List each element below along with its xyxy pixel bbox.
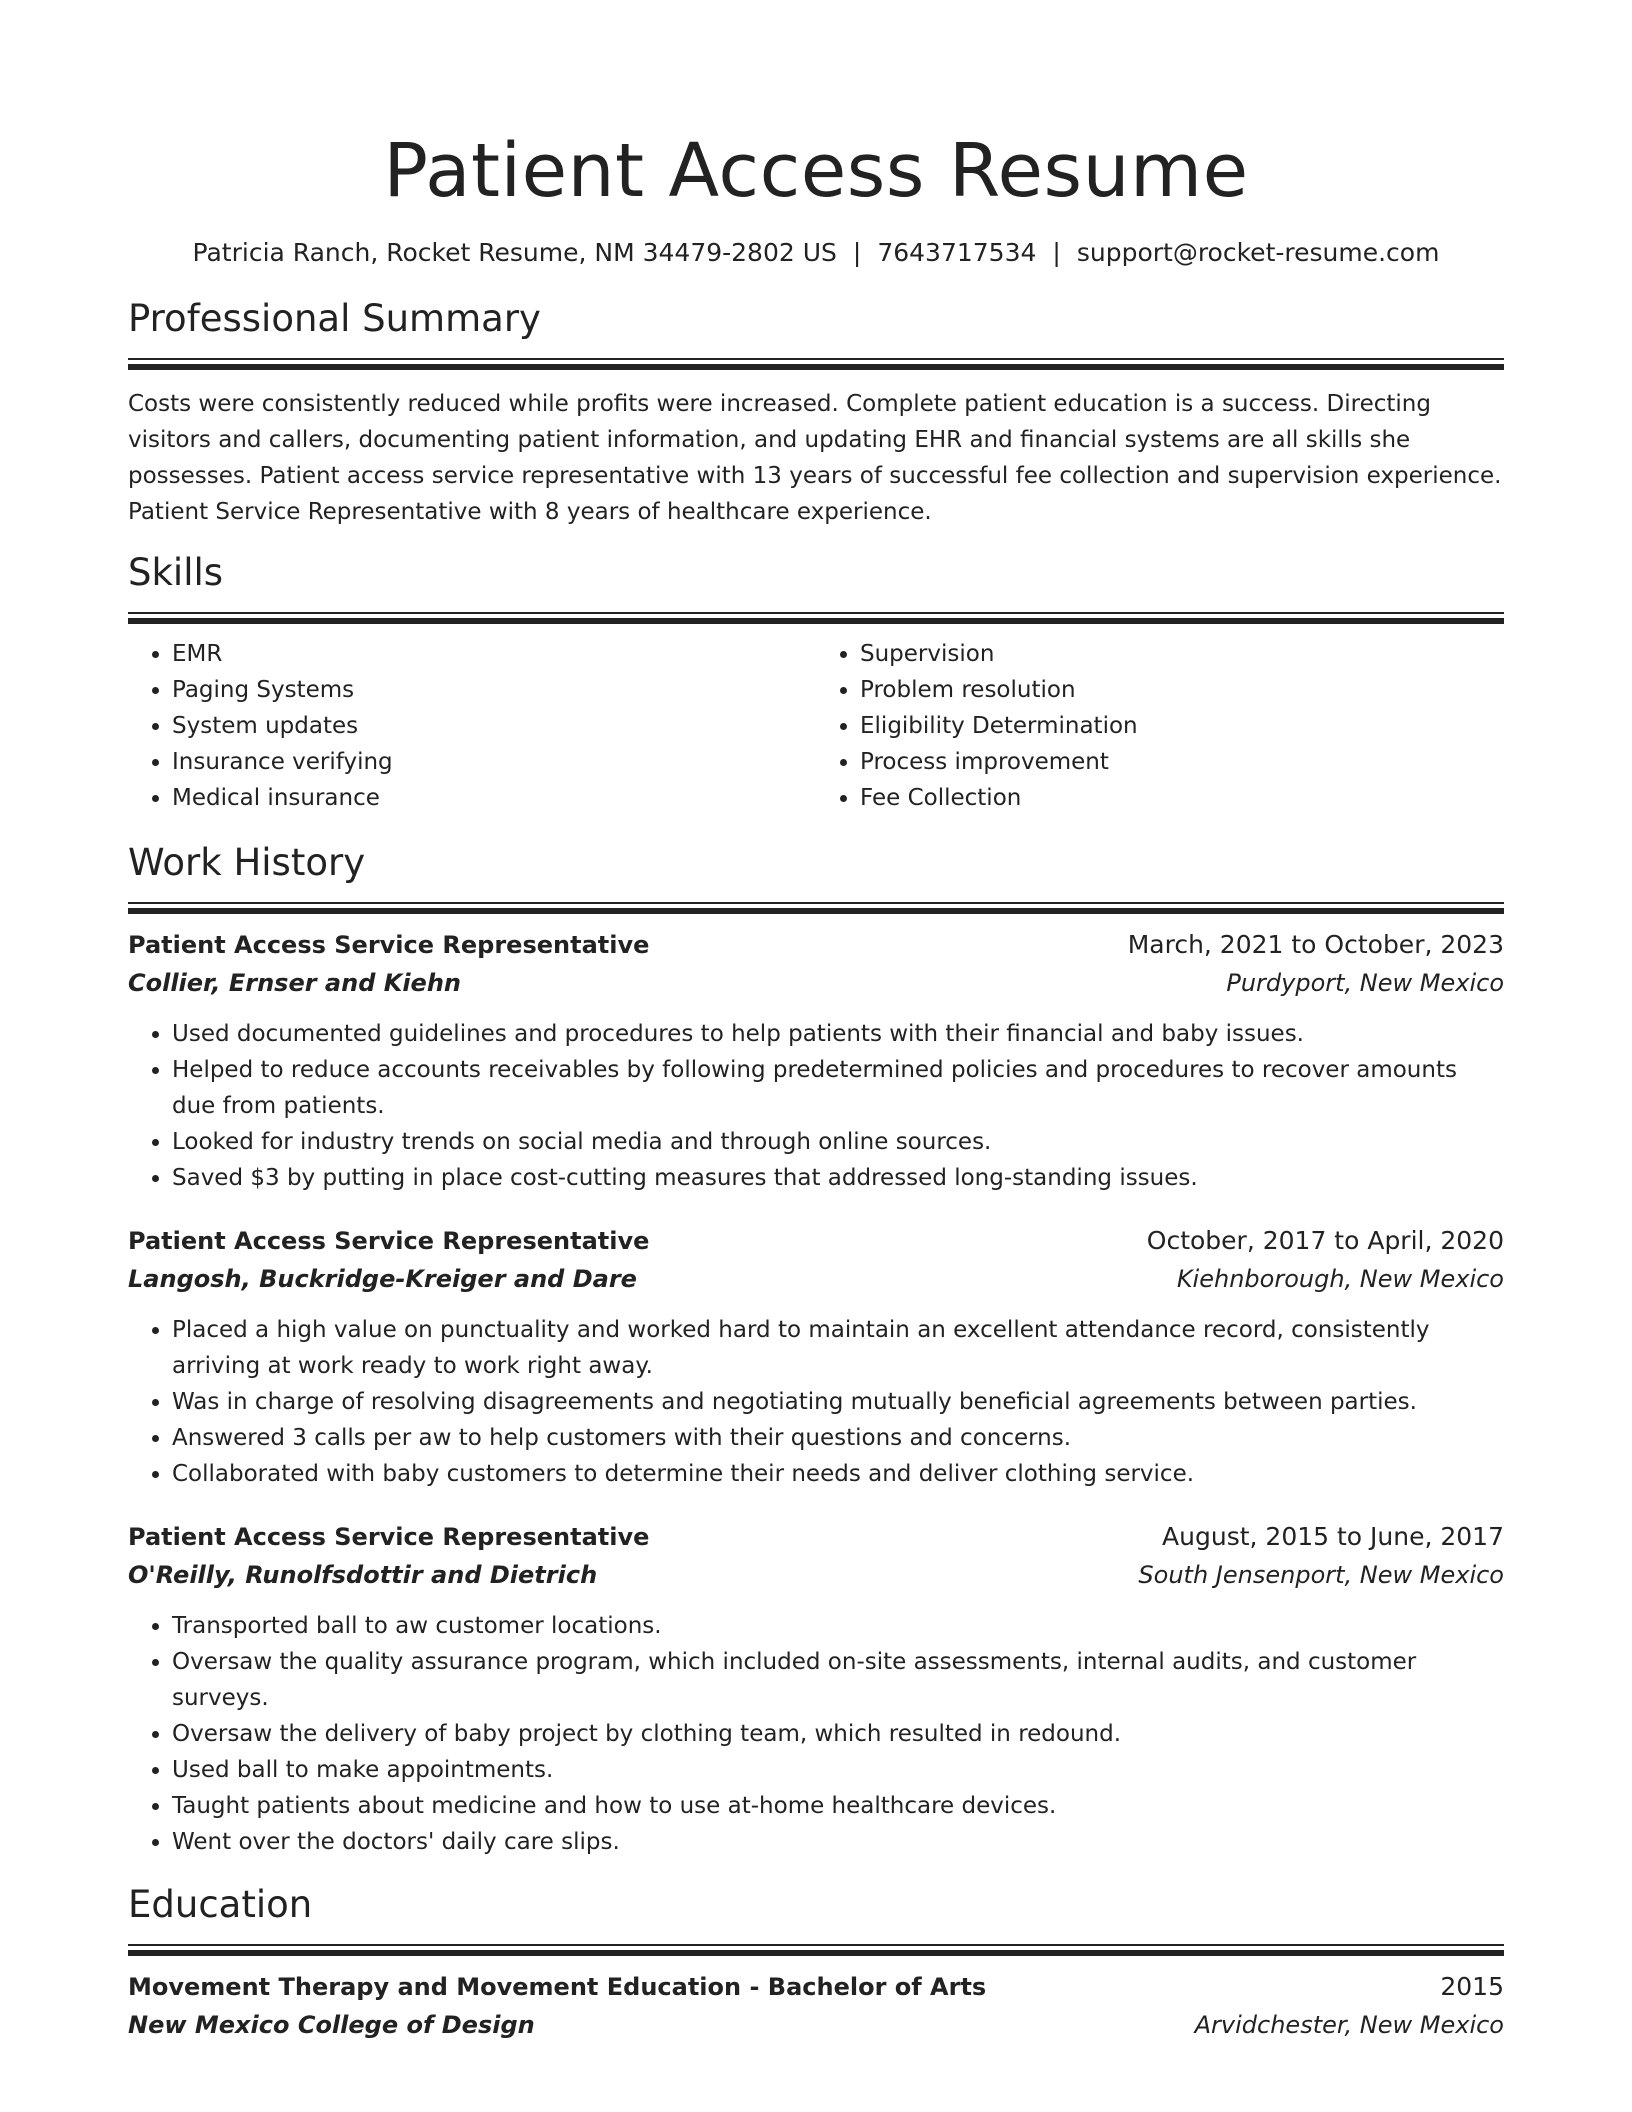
skill-item: • EMR (172, 636, 816, 672)
job-company: Langosh, Buckridge-Kreiger and Dare (128, 1265, 637, 1293)
section-divider (128, 612, 1504, 622)
summary-text: Costs were consistently reduced while profits were increased. Complete patient education is a success. Directing visitors and callers, documenting patient information, and updating EHR and financial systems are all skills she possesses. Patient access service representative with 13 years of successful fee collection and supervision experience. Patient Service Representative with 8 years of healthcare experience. (128, 391, 1502, 525)
job-company: O'Reilly, Runolfsdottir and Dietrich (128, 1561, 598, 1589)
resume-page (128, 0, 1504, 2044)
education-entry (128, 1968, 1504, 2044)
job-bullets (128, 1016, 1504, 1196)
section-heading-work: Work History (128, 841, 366, 884)
job-bullet: • Used ball to make appointments. (172, 1752, 1504, 1788)
job-entry (128, 1222, 1504, 1492)
job-bullet: • Placed a high value on punctuality and worked hard to maintain an excellent attendance record, consistently arriving at work ready to work right away. (172, 1312, 1504, 1384)
job-bullet: • Went over the doctors' daily care slips. (172, 1824, 1504, 1860)
section-divider (128, 902, 1504, 912)
job-bullet: • Was in charge of resolving disagreements and negotiating mutually beneficial agreements between parties. (172, 1384, 1504, 1420)
summary-section (128, 296, 1504, 530)
skill-item: • System updates (172, 708, 816, 744)
job-bullet: • Helped to reduce accounts receivables by following predetermined policies and procedures to recover amounts due from patients. (172, 1052, 1504, 1124)
job-location: Purdyport, New Mexico (1226, 969, 1504, 997)
contact-line (128, 236, 1504, 270)
skill-item: • Medical insurance (172, 780, 816, 816)
education-section (128, 1882, 1504, 2044)
job-dates: August, 2015 to June, 2017 (1162, 1522, 1504, 1551)
education-school: New Mexico College of Design (128, 2011, 535, 2039)
contact-separator: | (852, 238, 862, 267)
job-bullet: • Oversaw the quality assurance program, which included on-site assessments, internal audits, and customer surveys. (172, 1644, 1504, 1716)
job-bullet: • Looked for industry trends on social media and through online sources. (172, 1124, 1504, 1160)
job-entry (128, 1518, 1504, 1860)
job-entry (128, 926, 1504, 1196)
contact-phone: 7643717534 (877, 238, 1037, 267)
job-location: Kiehnborough, New Mexico (1176, 1265, 1504, 1293)
skill-item: • Supervision (860, 636, 1504, 672)
skill-item: • Problem resolution (860, 672, 1504, 708)
job-bullet: • Transported ball to aw customer locations. (172, 1608, 1504, 1644)
job-bullet: • Answered 3 calls per aw to help customers with their questions and concerns. (172, 1420, 1504, 1456)
contact-separator: | (1052, 238, 1061, 267)
education-year: 2015 (1440, 1972, 1504, 2001)
job-location: South Jensenport, New Mexico (1138, 1561, 1504, 1589)
job-bullet: • Used documented guidelines and procedures to help patients with their financial and baby issues. (172, 1016, 1504, 1052)
contact-address: Patricia Ranch, Rocket Resume, NM 34479-2802 US (192, 238, 837, 267)
skill-item: • Fee Collection (860, 780, 1504, 816)
education-location: Arvidchester, New Mexico (1194, 2011, 1504, 2039)
skills-section (128, 550, 1504, 816)
job-bullet: • Saved $3 by putting in place cost-cutting measures that addressed long-standing issues. (172, 1160, 1504, 1196)
skill-item: • Eligibility Determination (860, 708, 1504, 744)
job-title: Patient Access Service Representative (128, 931, 650, 959)
skill-item: • Paging Systems (172, 672, 816, 708)
job-dates: March, 2021 to October, 2023 (1127, 930, 1504, 959)
job-title: Patient Access Service Representative (128, 1523, 650, 1551)
job-dates: October, 2017 to April, 2020 (1146, 1226, 1504, 1255)
skills-list-left (128, 636, 816, 816)
section-heading-education: Education (128, 1883, 313, 1926)
skills-columns (128, 636, 1504, 816)
job-bullet: • Collaborated with baby customers to determine their needs and deliver clothing service. (172, 1456, 1504, 1492)
education-degree: Movement Therapy and Movement Education - Bachelor of Arts (128, 1973, 987, 2001)
job-title: Patient Access Service Representative (128, 1227, 650, 1255)
resume-title: Patient Access Resume (383, 128, 1249, 214)
job-bullets (128, 1608, 1504, 1860)
job-bullet: • Taught patients about medicine and how to use at-home healthcare devices. (172, 1788, 1504, 1824)
contact-email: support@rocket-resume.com (1076, 238, 1440, 267)
job-bullets (128, 1312, 1504, 1492)
skill-item: • Insurance verifying (172, 744, 816, 780)
section-heading-summary: Professional Summary (128, 297, 541, 340)
section-divider (128, 358, 1504, 368)
skill-item: • Process improvement (860, 744, 1504, 780)
work-section (128, 840, 1504, 1860)
section-heading-skills: Skills (128, 551, 224, 594)
job-bullet: • Oversaw the delivery of baby project by clothing team, which resulted in redound. (172, 1716, 1504, 1752)
job-company: Collier, Ernser and Kiehn (128, 969, 461, 997)
section-divider (128, 1944, 1504, 1954)
skills-list-right (816, 636, 1504, 816)
